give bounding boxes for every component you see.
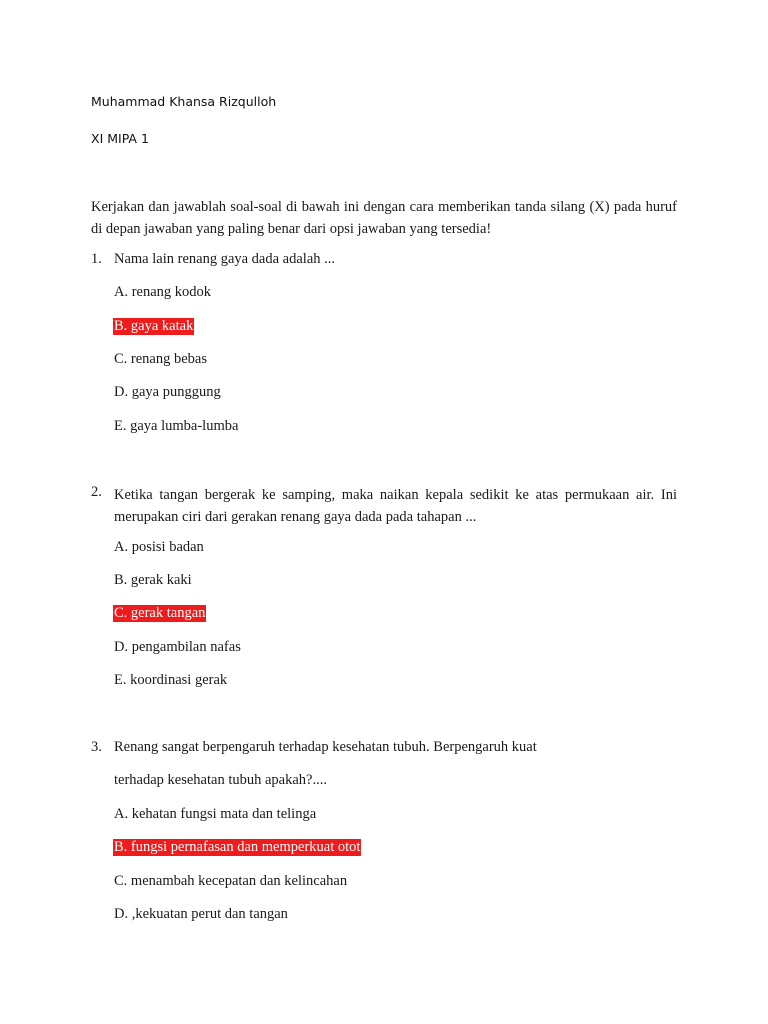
question-1-option-a: A. renang kodok xyxy=(114,284,212,300)
question-2-option-e: E. koordinasi gerak xyxy=(114,672,228,688)
question-1-option-e: E. gaya lumba-lumba xyxy=(114,418,239,434)
question-3-option-d: D. ,kekuatan perut dan tangan xyxy=(114,906,288,922)
question-3-option-b-correct: B. fungsi pernafasan dan memperkuat otot xyxy=(114,839,361,855)
question-2-text: Ketika tangan bergerak ke samping, maka naikan kepala sedikit ke atas permukaan air. Ini merupakan ciri dari gerakan renang gaya dada pada tahapan ... xyxy=(114,487,677,525)
question-1-option-b-correct: B. gaya katak xyxy=(114,318,194,334)
question-3-text-line-1: Renang sangat berpengaruh terhadap kesehatan tubuh. Berpengaruh kuat xyxy=(114,739,537,755)
question-1-number: 1. xyxy=(91,251,102,267)
question-3-number: 3. xyxy=(91,739,102,755)
question-2-option-d: D. pengambilan nafas xyxy=(114,639,241,655)
instruction-text: Kerjakan dan jawablah soal-soal di bawah ini dengan cara memberikan tanda silang (X) pada huruf di depan jawaban yang paling benar dari opsi jawaban yang tersedia! xyxy=(91,199,677,237)
question-3-option-a: A. kehatan fungsi mata dan telinga xyxy=(114,806,317,822)
question-2-option-c-correct: C. gerak tangan xyxy=(114,605,206,621)
question-1-text: Nama lain renang gaya dada adalah ... xyxy=(114,251,336,267)
question-2-option-b: B. gerak kaki xyxy=(114,572,192,588)
question-2-number: 2. xyxy=(91,484,102,500)
student-name: Muhammad Khansa Rizqulloh xyxy=(91,94,277,109)
question-1-option-d: D. gaya punggung xyxy=(114,384,221,400)
question-3-option-c: C. menambah kecepatan dan kelincahan xyxy=(114,873,348,889)
question-2-option-a: A. posisi badan xyxy=(114,539,204,555)
question-3-text-line-2: terhadap kesehatan tubuh apakah?.... xyxy=(114,772,327,788)
student-class: XI MIPA 1 xyxy=(91,131,149,146)
question-1-option-c: C. renang bebas xyxy=(114,351,208,367)
